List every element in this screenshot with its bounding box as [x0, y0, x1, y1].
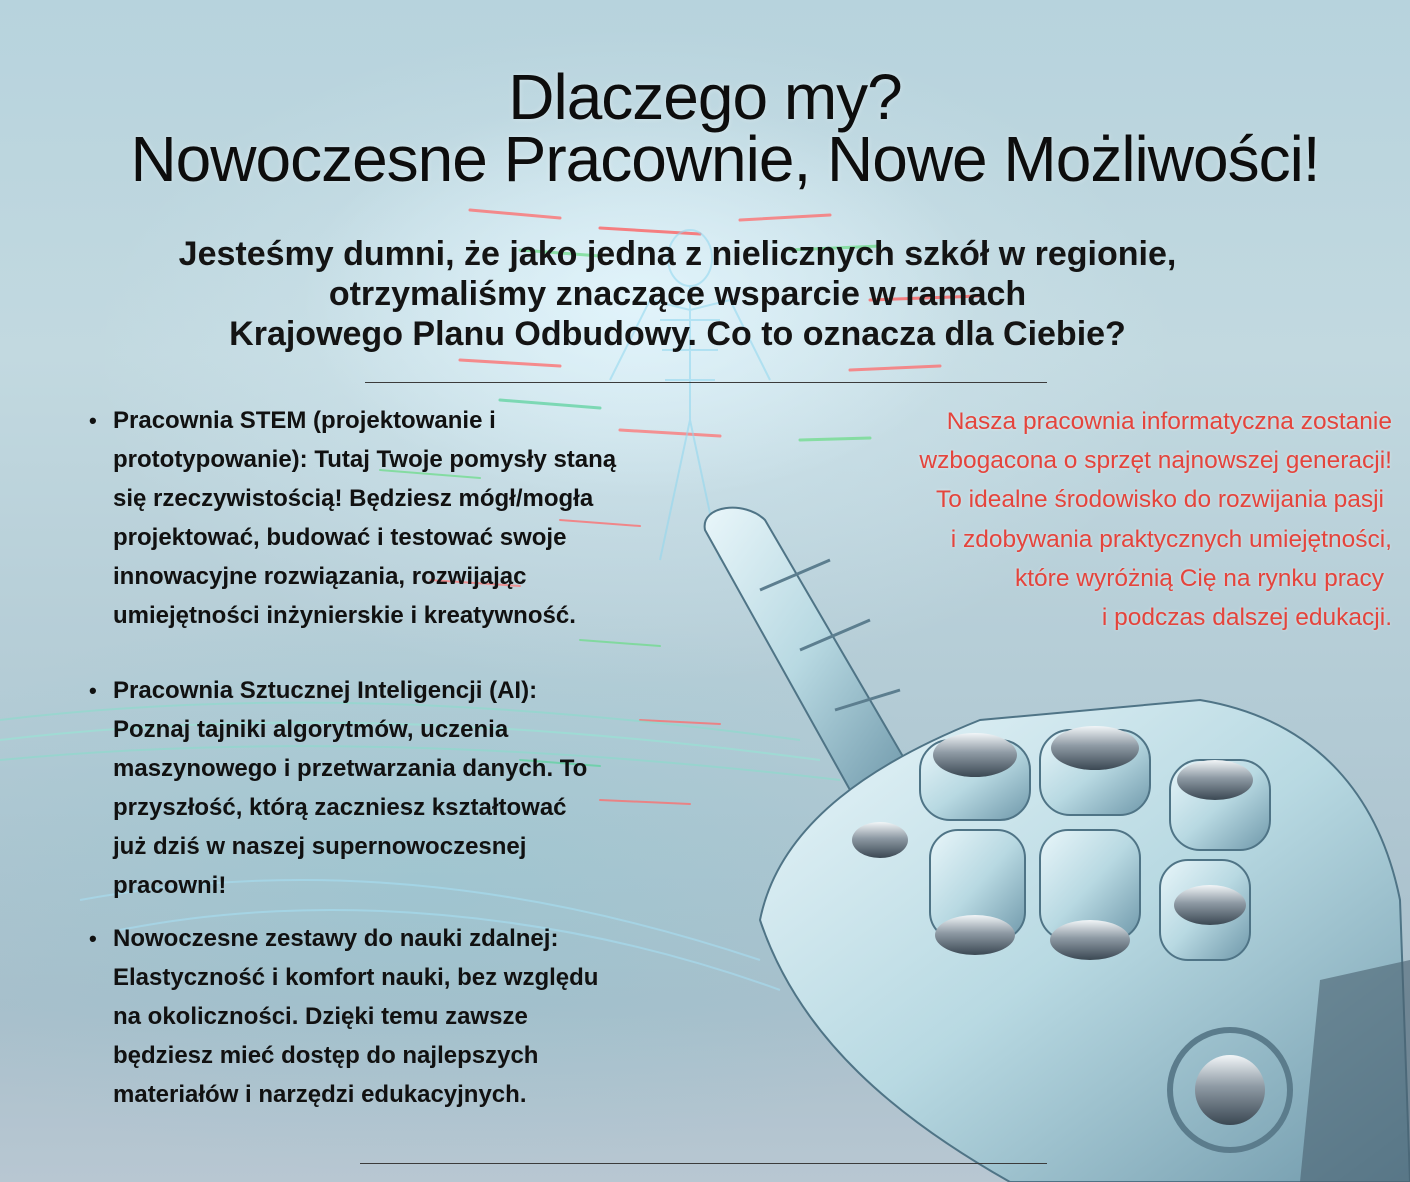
feature-line: będziesz mieć dostęp do najlepszych [113, 1041, 539, 1069]
feature-line: Nowoczesne zestawy do nauki zdalnej: [113, 925, 559, 952]
feature-line: pracowni! [113, 871, 227, 899]
feature-line: już dziś w naszej supernowoczesnej [113, 832, 527, 860]
feature-stem [89, 402, 713, 635]
feature-ai [89, 672, 713, 905]
feature-line: Elastyczność i komfort nauki, bez względu [113, 963, 599, 991]
feature-line: Pracownia Sztucznej Inteligencji (AI): [113, 677, 538, 704]
title-line-1: Dlaczego my? [508, 61, 902, 133]
feature-line: materiałów i narzędzi edukacyjnych. [113, 1080, 527, 1108]
feature-line: prototypowanie): Tutaj Twoje pomysły staną [113, 445, 617, 473]
bullet-icon: • [89, 926, 97, 951]
feature-line: innowacyjne rozwiązania, rozwijając [113, 562, 527, 590]
intro-line-2: otrzymaliśmy znaczące wsparcie w ramach [328, 275, 1027, 313]
divider-top [365, 382, 1047, 383]
feature-line: maszynowego i przetwarzania danych. To [113, 754, 588, 782]
highlight-line: Nasza pracownia informatyczna zostanie [946, 408, 1392, 435]
feature-line: Poznaj tajniki algorytmów, uczenia [113, 715, 509, 743]
feature-line: się rzeczywistością! Będziesz mógł/mogła [113, 484, 594, 512]
feature-line: Pracownia STEM (projektowanie i [113, 407, 496, 434]
highlight-line: i zdobywania praktycznych umiejętności, [950, 525, 1392, 553]
bullet-icon: • [89, 678, 97, 703]
divider-bottom [360, 1163, 1047, 1164]
feature-line: na okoliczności. Dzięki temu zawsze [113, 1002, 528, 1030]
feature-line: umiejętności inżynierskie i kreatywność. [113, 601, 576, 629]
intro-line-3: Krajowego Planu Odbudowy. Co to oznacza dla Ciebie? [229, 315, 1126, 353]
highlight-line: wzbogacona o sprzęt najnowszej generacji! [919, 447, 1392, 475]
highlight-line: To idealne środowisko do rozwijania pasji [935, 486, 1384, 514]
intro-line-1: Jesteśmy dumni, że jako jedna z nielicznych szkół w regionie, [178, 235, 1177, 273]
feature-line: projektować, budować i testować swoje [113, 523, 567, 551]
bullet-icon: • [89, 408, 97, 433]
highlight-line: które wyróżnią Cię na rynku pracy [1014, 564, 1384, 592]
highlight-text [772, 402, 1392, 637]
highlight-line: i podczas dalszej edukacji. [1101, 604, 1392, 632]
feature-remote-learning [89, 920, 713, 1115]
feature-line: przyszłość, którą zaczniesz kształtować [113, 793, 567, 821]
title-line-2: Nowoczesne Pracownie, Nowe Możliwości! [130, 123, 1320, 195]
